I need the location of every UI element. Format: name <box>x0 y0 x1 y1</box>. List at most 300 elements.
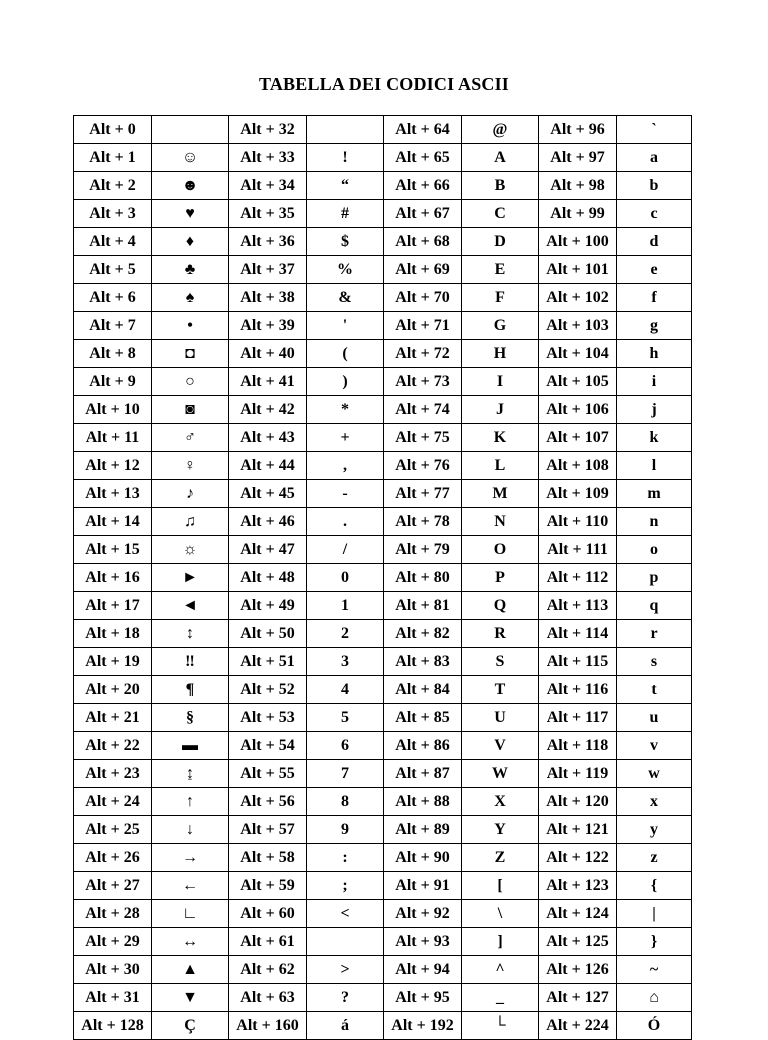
alt-code-cell: Alt + 121 <box>539 816 617 844</box>
alt-code-cell: Alt + 91 <box>384 872 462 900</box>
character-cell: ↔ <box>152 928 229 956</box>
alt-code-cell: Alt + 57 <box>229 816 307 844</box>
alt-code-cell: Alt + 116 <box>539 676 617 704</box>
character-cell: ♂ <box>152 424 229 452</box>
character-cell: l <box>617 452 692 480</box>
character-cell: n <box>617 508 692 536</box>
character-cell: ♠ <box>152 284 229 312</box>
character-cell: _ <box>462 984 539 1012</box>
character-cell: u <box>617 704 692 732</box>
alt-code-cell: Alt + 106 <box>539 396 617 424</box>
character-cell: ' <box>307 312 384 340</box>
alt-code-cell: Alt + 72 <box>384 340 462 368</box>
character-cell: x <box>617 788 692 816</box>
character-cell: ○ <box>152 368 229 396</box>
character-cell: ⌂ <box>617 984 692 1012</box>
alt-code-cell: Alt + 7 <box>74 312 152 340</box>
character-cell: ( <box>307 340 384 368</box>
table-row <box>74 200 692 228</box>
alt-code-cell: Alt + 124 <box>539 900 617 928</box>
character-cell: 0 <box>307 564 384 592</box>
character-cell: I <box>462 368 539 396</box>
character-cell: W <box>462 760 539 788</box>
character-cell: v <box>617 732 692 760</box>
alt-code-cell: Alt + 44 <box>229 452 307 480</box>
table-row <box>74 368 692 396</box>
alt-code-cell: Alt + 70 <box>384 284 462 312</box>
character-cell: w <box>617 760 692 788</box>
character-cell: V <box>462 732 539 760</box>
character-cell: p <box>617 564 692 592</box>
character-cell: g <box>617 312 692 340</box>
character-cell: ▲ <box>152 956 229 984</box>
alt-code-cell: Alt + 103 <box>539 312 617 340</box>
character-cell: J <box>462 396 539 424</box>
character-cell: . <box>307 508 384 536</box>
table-row <box>74 648 692 676</box>
table-row <box>74 172 692 200</box>
character-cell: ] <box>462 928 539 956</box>
alt-code-cell: Alt + 88 <box>384 788 462 816</box>
character-cell: ¶ <box>152 676 229 704</box>
table-row <box>74 900 692 928</box>
character-cell: Y <box>462 816 539 844</box>
alt-code-cell: Alt + 4 <box>74 228 152 256</box>
character-cell: # <box>307 200 384 228</box>
alt-code-cell: Alt + 95 <box>384 984 462 1012</box>
alt-code-cell: Alt + 29 <box>74 928 152 956</box>
character-cell: [ <box>462 872 539 900</box>
alt-code-cell: Alt + 99 <box>539 200 617 228</box>
alt-code-cell: Alt + 52 <box>229 676 307 704</box>
character-cell: Ç <box>152 1012 229 1040</box>
alt-code-cell: Alt + 119 <box>539 760 617 788</box>
character-cell: e <box>617 256 692 284</box>
character-cell <box>152 116 229 144</box>
character-cell: ◙ <box>152 396 229 424</box>
table-row <box>74 284 692 312</box>
character-cell: ☼ <box>152 536 229 564</box>
alt-code-cell: Alt + 0 <box>74 116 152 144</box>
alt-code-cell: Alt + 23 <box>74 760 152 788</box>
character-cell: P <box>462 564 539 592</box>
character-cell: @ <box>462 116 539 144</box>
alt-code-cell: Alt + 8 <box>74 340 152 368</box>
alt-code-cell: Alt + 97 <box>539 144 617 172</box>
character-cell: \ <box>462 900 539 928</box>
alt-code-cell: Alt + 61 <box>229 928 307 956</box>
alt-code-cell: Alt + 21 <box>74 704 152 732</box>
character-cell: * <box>307 396 384 424</box>
character-cell: 3 <box>307 648 384 676</box>
character-cell: ☻ <box>152 172 229 200</box>
alt-code-cell: Alt + 110 <box>539 508 617 536</box>
alt-code-cell: Alt + 48 <box>229 564 307 592</box>
alt-code-cell: Alt + 127 <box>539 984 617 1012</box>
character-cell: ∟ <box>152 900 229 928</box>
alt-code-cell: Alt + 105 <box>539 368 617 396</box>
alt-code-cell: Alt + 34 <box>229 172 307 200</box>
alt-code-cell: Alt + 30 <box>74 956 152 984</box>
character-cell: ↑ <box>152 788 229 816</box>
character-cell: 6 <box>307 732 384 760</box>
character-cell: ^ <box>462 956 539 984</box>
table-row <box>74 256 692 284</box>
character-cell: 5 <box>307 704 384 732</box>
alt-code-cell: Alt + 74 <box>384 396 462 424</box>
alt-code-cell: Alt + 9 <box>74 368 152 396</box>
table-body <box>74 116 692 1040</box>
alt-code-cell: Alt + 16 <box>74 564 152 592</box>
alt-code-cell: Alt + 123 <box>539 872 617 900</box>
alt-code-cell: Alt + 26 <box>74 844 152 872</box>
character-cell: ) <box>307 368 384 396</box>
character-cell: D <box>462 228 539 256</box>
character-cell: > <box>307 956 384 984</box>
alt-code-cell: Alt + 120 <box>539 788 617 816</box>
alt-code-cell: Alt + 112 <box>539 564 617 592</box>
alt-code-cell: Alt + 85 <box>384 704 462 732</box>
alt-code-cell: Alt + 39 <box>229 312 307 340</box>
character-cell: d <box>617 228 692 256</box>
character-cell: ♣ <box>152 256 229 284</box>
character-cell: Q <box>462 592 539 620</box>
alt-code-cell: Alt + 66 <box>384 172 462 200</box>
character-cell: ▼ <box>152 984 229 1012</box>
alt-code-cell: Alt + 47 <box>229 536 307 564</box>
table-row <box>74 424 692 452</box>
character-cell: r <box>617 620 692 648</box>
table-row <box>74 620 692 648</box>
character-cell: m <box>617 480 692 508</box>
table-row <box>74 592 692 620</box>
character-cell: • <box>152 312 229 340</box>
table-row <box>74 844 692 872</box>
alt-code-cell: Alt + 11 <box>74 424 152 452</box>
table-row <box>74 116 692 144</box>
alt-code-cell: Alt + 59 <box>229 872 307 900</box>
character-cell <box>307 116 384 144</box>
table-row <box>74 452 692 480</box>
character-cell: j <box>617 396 692 424</box>
character-cell: s <box>617 648 692 676</box>
character-cell: b <box>617 172 692 200</box>
alt-code-cell: Alt + 36 <box>229 228 307 256</box>
alt-code-cell: Alt + 160 <box>229 1012 307 1040</box>
character-cell: i <box>617 368 692 396</box>
alt-code-cell: Alt + 54 <box>229 732 307 760</box>
alt-code-cell: Alt + 94 <box>384 956 462 984</box>
character-cell: ← <box>152 872 229 900</box>
alt-code-cell: Alt + 53 <box>229 704 307 732</box>
character-cell: A <box>462 144 539 172</box>
character-cell: , <box>307 452 384 480</box>
alt-code-cell: Alt + 49 <box>229 592 307 620</box>
character-cell: F <box>462 284 539 312</box>
alt-code-cell: Alt + 102 <box>539 284 617 312</box>
alt-code-cell: Alt + 77 <box>384 480 462 508</box>
character-cell: 9 <box>307 816 384 844</box>
alt-code-cell: Alt + 68 <box>384 228 462 256</box>
character-cell: | <box>617 900 692 928</box>
alt-code-cell: Alt + 113 <box>539 592 617 620</box>
alt-code-cell: Alt + 5 <box>74 256 152 284</box>
alt-code-cell: Alt + 28 <box>74 900 152 928</box>
alt-code-cell: Alt + 40 <box>229 340 307 368</box>
alt-code-cell: Alt + 19 <box>74 648 152 676</box>
character-cell: t <box>617 676 692 704</box>
character-cell: U <box>462 704 539 732</box>
character-cell: 8 <box>307 788 384 816</box>
alt-code-cell: Alt + 82 <box>384 620 462 648</box>
alt-code-cell: Alt + 104 <box>539 340 617 368</box>
alt-code-cell: Alt + 107 <box>539 424 617 452</box>
character-cell: < <box>307 900 384 928</box>
table-row <box>74 144 692 172</box>
alt-code-cell: Alt + 115 <box>539 648 617 676</box>
alt-code-cell: Alt + 41 <box>229 368 307 396</box>
alt-code-cell: Alt + 90 <box>384 844 462 872</box>
character-cell: 2 <box>307 620 384 648</box>
character-cell: B <box>462 172 539 200</box>
alt-code-cell: Alt + 15 <box>74 536 152 564</box>
character-cell: ◘ <box>152 340 229 368</box>
character-cell: N <box>462 508 539 536</box>
alt-code-cell: Alt + 32 <box>229 116 307 144</box>
alt-code-cell: Alt + 13 <box>74 480 152 508</box>
alt-code-cell: Alt + 122 <box>539 844 617 872</box>
table-row <box>74 564 692 592</box>
alt-code-cell: Alt + 25 <box>74 816 152 844</box>
alt-code-cell: Alt + 51 <box>229 648 307 676</box>
alt-code-cell: Alt + 3 <box>74 200 152 228</box>
character-cell: q <box>617 592 692 620</box>
character-cell: └ <box>462 1012 539 1040</box>
alt-code-cell: Alt + 38 <box>229 284 307 312</box>
character-cell: 7 <box>307 760 384 788</box>
character-cell: C <box>462 200 539 228</box>
alt-code-cell: Alt + 17 <box>74 592 152 620</box>
alt-code-cell: Alt + 117 <box>539 704 617 732</box>
alt-code-cell: Alt + 93 <box>384 928 462 956</box>
table-row <box>74 312 692 340</box>
character-cell: h <box>617 340 692 368</box>
alt-code-cell: Alt + 46 <box>229 508 307 536</box>
alt-code-cell: Alt + 14 <box>74 508 152 536</box>
alt-code-cell: Alt + 128 <box>74 1012 152 1040</box>
alt-code-cell: Alt + 31 <box>74 984 152 1012</box>
alt-code-cell: Alt + 100 <box>539 228 617 256</box>
character-cell <box>307 928 384 956</box>
character-cell: 4 <box>307 676 384 704</box>
alt-code-cell: Alt + 42 <box>229 396 307 424</box>
character-cell: ♫ <box>152 508 229 536</box>
alt-code-cell: Alt + 224 <box>539 1012 617 1040</box>
character-cell: G <box>462 312 539 340</box>
character-cell: S <box>462 648 539 676</box>
character-cell: O <box>462 536 539 564</box>
alt-code-cell: Alt + 109 <box>539 480 617 508</box>
character-cell: M <box>462 480 539 508</box>
character-cell: / <box>307 536 384 564</box>
alt-code-cell: Alt + 37 <box>229 256 307 284</box>
character-cell: $ <box>307 228 384 256</box>
character-cell: f <box>617 284 692 312</box>
alt-code-cell: Alt + 126 <box>539 956 617 984</box>
character-cell: → <box>152 844 229 872</box>
alt-code-cell: Alt + 92 <box>384 900 462 928</box>
alt-code-cell: Alt + 69 <box>384 256 462 284</box>
table-row <box>74 788 692 816</box>
character-cell: ↨ <box>152 760 229 788</box>
alt-code-cell: Alt + 125 <box>539 928 617 956</box>
table-row <box>74 704 692 732</box>
character-cell: § <box>152 704 229 732</box>
character-cell: o <box>617 536 692 564</box>
character-cell: - <box>307 480 384 508</box>
character-cell: ` <box>617 116 692 144</box>
ascii-code-table <box>73 115 692 1040</box>
alt-code-cell: Alt + 114 <box>539 620 617 648</box>
character-cell: E <box>462 256 539 284</box>
table-row <box>74 1012 692 1040</box>
character-cell: ↕ <box>152 620 229 648</box>
character-cell: ♀ <box>152 452 229 480</box>
alt-code-cell: Alt + 22 <box>74 732 152 760</box>
alt-code-cell: Alt + 12 <box>74 452 152 480</box>
character-cell: ► <box>152 564 229 592</box>
alt-code-cell: Alt + 78 <box>384 508 462 536</box>
page-title: TABELLA DEI CODICI ASCII <box>258 74 510 94</box>
alt-code-cell: Alt + 83 <box>384 648 462 676</box>
alt-code-cell: Alt + 87 <box>384 760 462 788</box>
table-row <box>74 536 692 564</box>
alt-code-cell: Alt + 33 <box>229 144 307 172</box>
character-cell: ‼ <box>152 648 229 676</box>
character-cell: + <box>307 424 384 452</box>
alt-code-cell: Alt + 65 <box>384 144 462 172</box>
table-row <box>74 480 692 508</box>
table-row <box>74 984 692 1012</box>
table-row <box>74 340 692 368</box>
character-cell: H <box>462 340 539 368</box>
character-cell: & <box>307 284 384 312</box>
character-cell: ; <box>307 872 384 900</box>
table-row <box>74 396 692 424</box>
character-cell: Ó <box>617 1012 692 1040</box>
character-cell: 1 <box>307 592 384 620</box>
character-cell: % <box>307 256 384 284</box>
table-row <box>74 732 692 760</box>
character-cell: ♥ <box>152 200 229 228</box>
character-cell: ♪ <box>152 480 229 508</box>
character-cell: ↓ <box>152 816 229 844</box>
character-cell: c <box>617 200 692 228</box>
table-row <box>74 508 692 536</box>
alt-code-cell: Alt + 73 <box>384 368 462 396</box>
alt-code-cell: Alt + 58 <box>229 844 307 872</box>
character-cell: á <box>307 1012 384 1040</box>
alt-code-cell: Alt + 27 <box>74 872 152 900</box>
alt-code-cell: Alt + 63 <box>229 984 307 1012</box>
table-row <box>74 956 692 984</box>
alt-code-cell: Alt + 101 <box>539 256 617 284</box>
character-cell: z <box>617 844 692 872</box>
character-cell: ♦ <box>152 228 229 256</box>
character-cell: ? <box>307 984 384 1012</box>
alt-code-cell: Alt + 98 <box>539 172 617 200</box>
alt-code-cell: Alt + 75 <box>384 424 462 452</box>
character-cell: : <box>307 844 384 872</box>
alt-code-cell: Alt + 1 <box>74 144 152 172</box>
alt-code-cell: Alt + 50 <box>229 620 307 648</box>
alt-code-cell: Alt + 18 <box>74 620 152 648</box>
alt-code-cell: Alt + 24 <box>74 788 152 816</box>
alt-code-cell: Alt + 71 <box>384 312 462 340</box>
table-row <box>74 928 692 956</box>
table-row <box>74 872 692 900</box>
alt-code-cell: Alt + 76 <box>384 452 462 480</box>
alt-code-cell: Alt + 6 <box>74 284 152 312</box>
table-row <box>74 676 692 704</box>
character-cell: y <box>617 816 692 844</box>
table-row <box>74 816 692 844</box>
character-cell: ☺ <box>152 144 229 172</box>
alt-code-cell: Alt + 118 <box>539 732 617 760</box>
character-cell: ◄ <box>152 592 229 620</box>
character-cell: T <box>462 676 539 704</box>
character-cell: ! <box>307 144 384 172</box>
character-cell: L <box>462 452 539 480</box>
alt-code-cell: Alt + 96 <box>539 116 617 144</box>
alt-code-cell: Alt + 60 <box>229 900 307 928</box>
alt-code-cell: Alt + 62 <box>229 956 307 984</box>
alt-code-cell: Alt + 55 <box>229 760 307 788</box>
character-cell: R <box>462 620 539 648</box>
alt-code-cell: Alt + 64 <box>384 116 462 144</box>
alt-code-cell: Alt + 108 <box>539 452 617 480</box>
character-cell: K <box>462 424 539 452</box>
alt-code-cell: Alt + 67 <box>384 200 462 228</box>
alt-code-cell: Alt + 79 <box>384 536 462 564</box>
character-cell: ~ <box>617 956 692 984</box>
alt-code-cell: Alt + 80 <box>384 564 462 592</box>
table-row <box>74 760 692 788</box>
character-cell: “ <box>307 172 384 200</box>
alt-code-cell: Alt + 81 <box>384 592 462 620</box>
alt-code-cell: Alt + 20 <box>74 676 152 704</box>
alt-code-cell: Alt + 10 <box>74 396 152 424</box>
alt-code-cell: Alt + 86 <box>384 732 462 760</box>
character-cell: a <box>617 144 692 172</box>
alt-code-cell: Alt + 84 <box>384 676 462 704</box>
alt-code-cell: Alt + 111 <box>539 536 617 564</box>
character-cell: ▬ <box>152 732 229 760</box>
character-cell: k <box>617 424 692 452</box>
alt-code-cell: Alt + 2 <box>74 172 152 200</box>
alt-code-cell: Alt + 56 <box>229 788 307 816</box>
alt-code-cell: Alt + 89 <box>384 816 462 844</box>
character-cell: { <box>617 872 692 900</box>
alt-code-cell: Alt + 43 <box>229 424 307 452</box>
alt-code-cell: Alt + 35 <box>229 200 307 228</box>
alt-code-cell: Alt + 192 <box>384 1012 462 1040</box>
character-cell: } <box>617 928 692 956</box>
character-cell: Z <box>462 844 539 872</box>
alt-code-cell: Alt + 45 <box>229 480 307 508</box>
table-row <box>74 228 692 256</box>
character-cell: X <box>462 788 539 816</box>
